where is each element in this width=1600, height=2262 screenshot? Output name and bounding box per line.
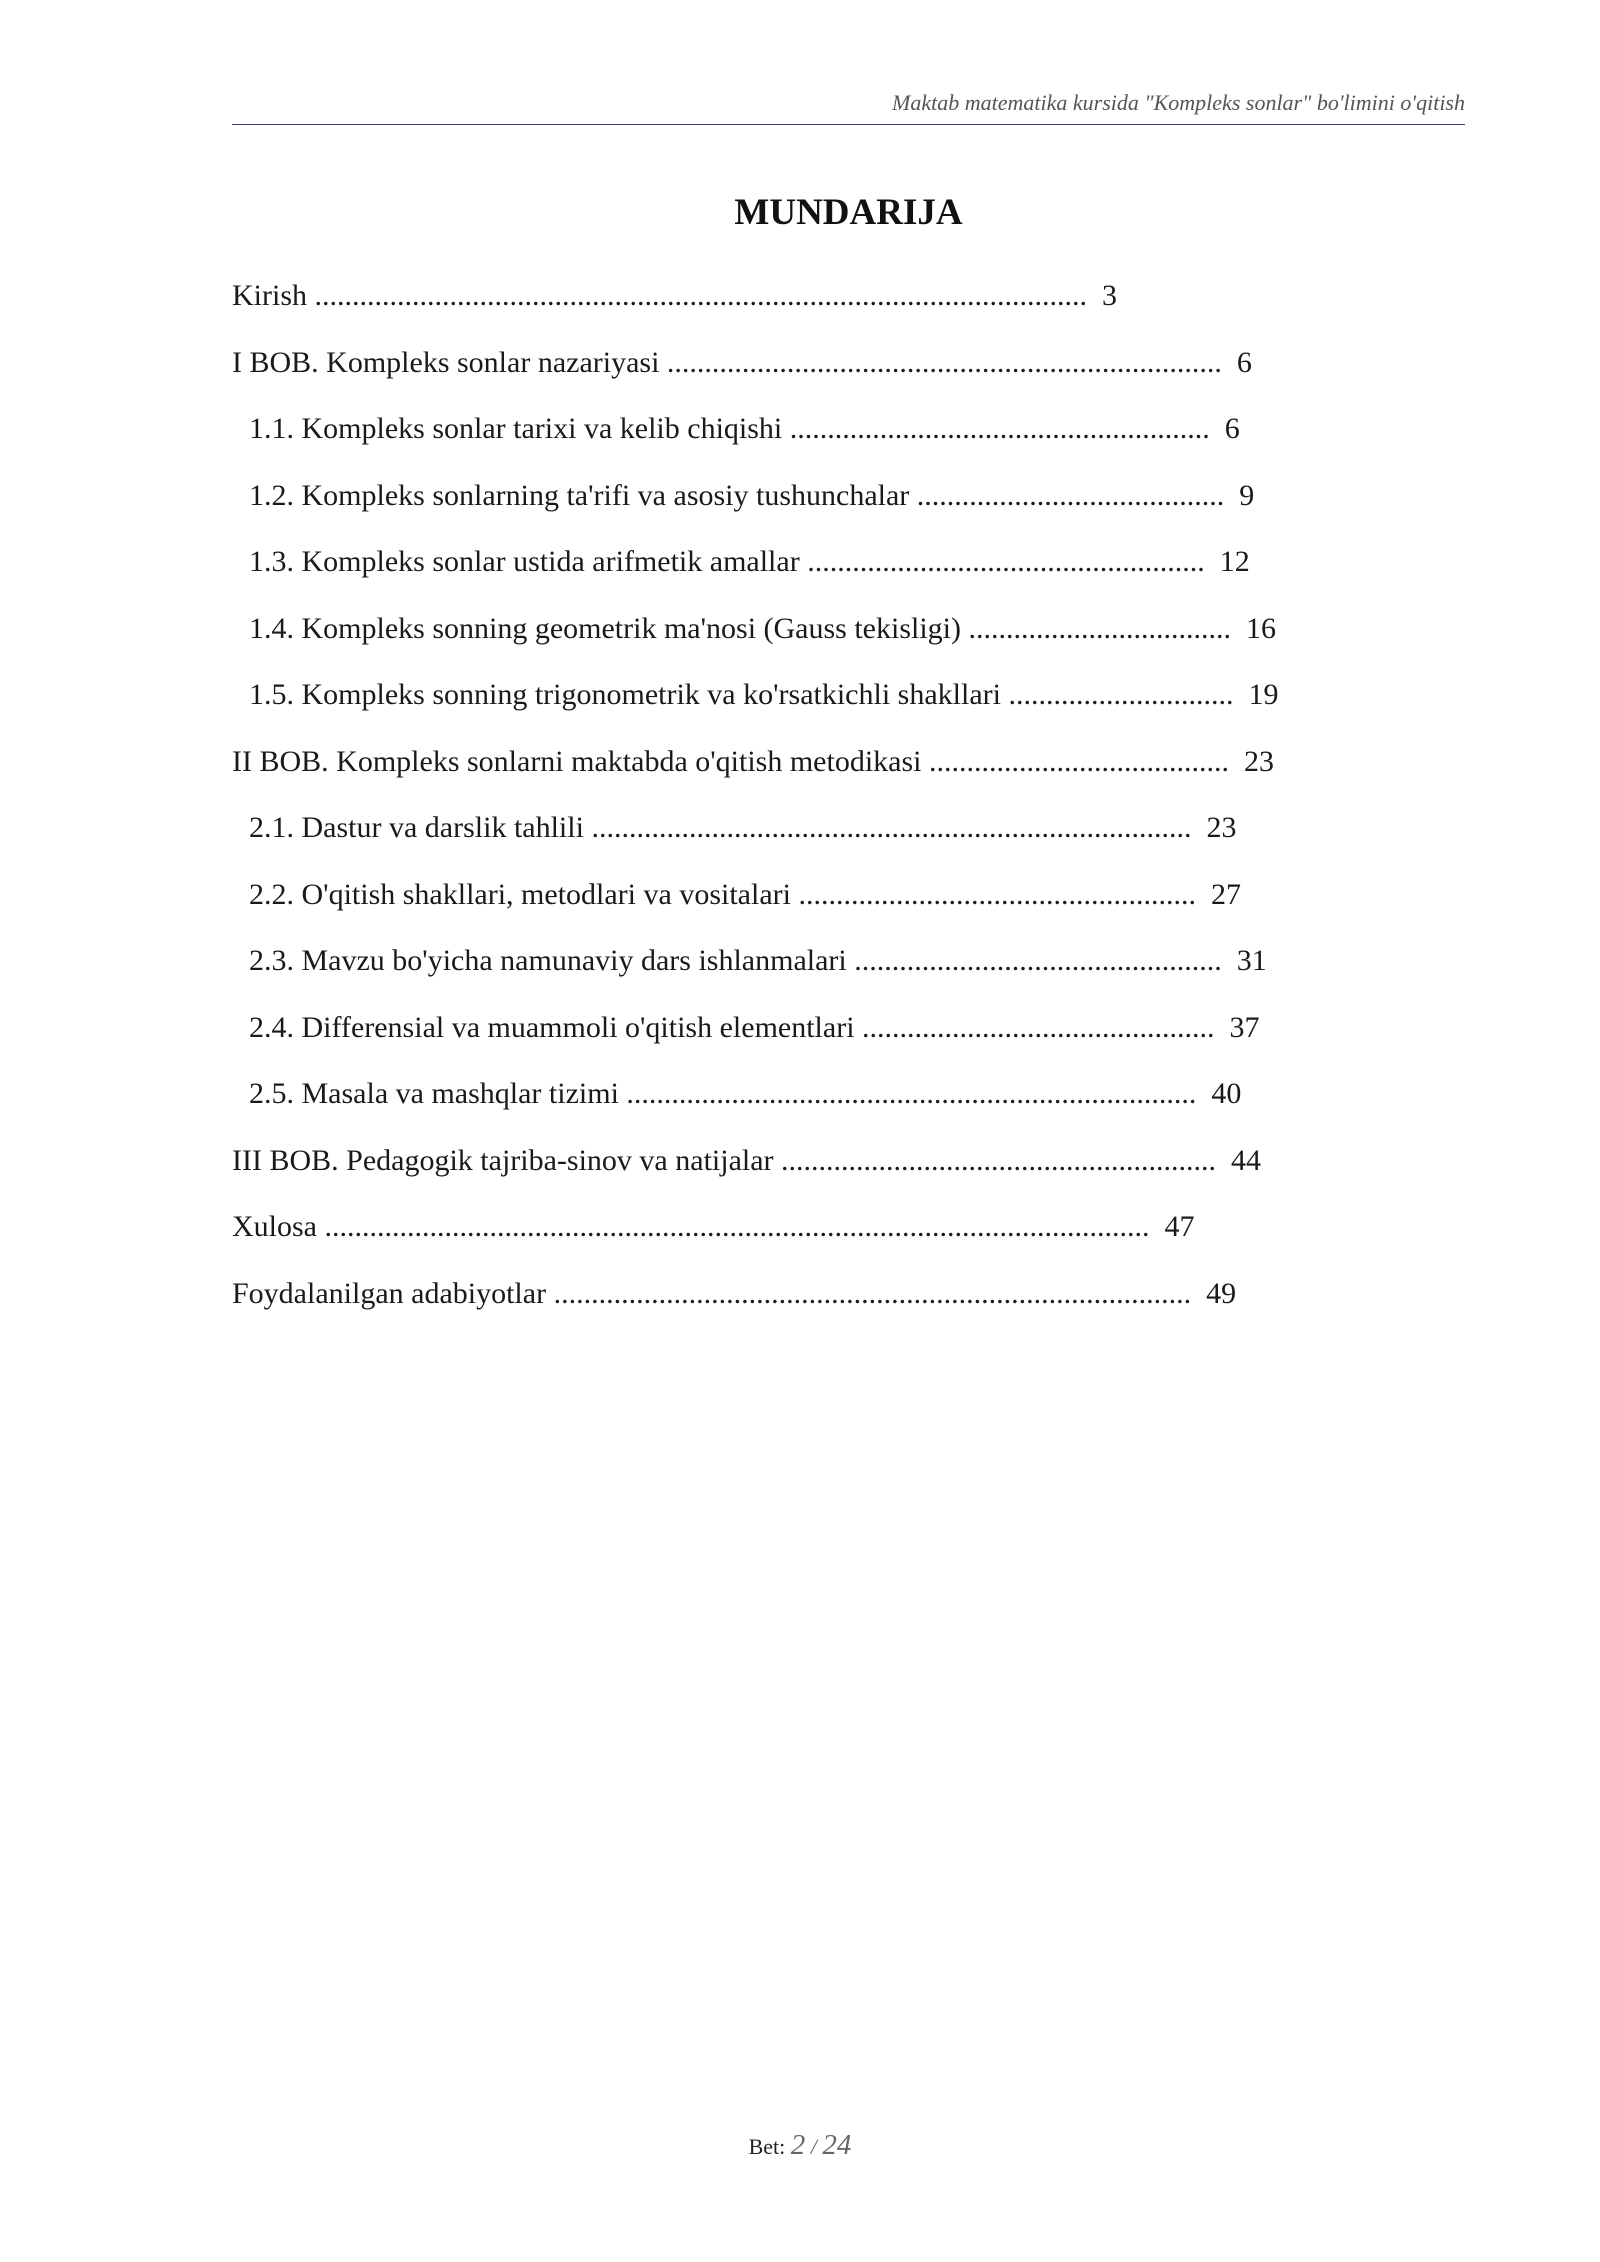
toc-entry-page-number: 23 <box>1244 744 1274 778</box>
toc-entry <box>232 941 1278 1008</box>
toc-entry-label: I BOB. Kompleks sonlar nazariyasi <box>232 345 660 379</box>
toc-entry-label: 1.2. Kompleks sonlarning ta'rifi va asosiy tushunchalar <box>249 478 910 512</box>
footer-label: Bet: <box>748 2134 786 2159</box>
toc-dot-leader: ..................................................... <box>799 545 1205 578</box>
toc-dot-leader: .............................. <box>1000 678 1234 711</box>
toc-dot-leader: ................................................. <box>846 944 1222 977</box>
toc-dot-leader: ........................................................ <box>782 412 1210 445</box>
toc-entry <box>232 409 1278 476</box>
toc-entry-label: 1.1. Kompleks sonlar tarixi va kelib chiqishi <box>249 412 783 445</box>
toc-entry-label: 2.1. Dastur va darslik tahlili <box>249 811 584 844</box>
table-of-contents <box>232 276 1278 1340</box>
toc-entry <box>232 542 1278 609</box>
header-divider <box>232 124 1465 125</box>
footer-separator: / <box>810 2134 817 2159</box>
toc-entry-label: 2.5. Masala va mashqlar tizimi <box>249 1077 619 1110</box>
toc-entry-page-number: 6 <box>1224 412 1240 445</box>
toc-dot-leader: ............................................... <box>854 1010 1215 1044</box>
toc-entry-page-number: 47 <box>1164 1210 1195 1243</box>
toc-entry-page-number: 23 <box>1206 811 1237 844</box>
toc-entry-page-number: 31 <box>1236 944 1267 977</box>
toc-entry <box>232 1141 1278 1208</box>
toc-dot-leader: ......................................... <box>909 478 1225 512</box>
toc-entry <box>232 343 1278 410</box>
toc-entry-label: III BOB. Pedagogik tajriba-sinov va natijalar <box>232 1143 774 1177</box>
toc-entry <box>232 1207 1278 1274</box>
toc-entry <box>232 742 1278 809</box>
toc-entry-page-number: 9 <box>1239 478 1255 512</box>
toc-entry-page-number: 27 <box>1210 877 1241 911</box>
toc-entry-page-number: 44 <box>1231 1143 1262 1177</box>
page-title: MUNDARIJA <box>734 192 963 233</box>
toc-entry-page-number: 12 <box>1219 545 1250 578</box>
footer-total-pages: 24 <box>822 2129 852 2161</box>
toc-entry-label: II BOB. Kompleks sonlarni maktabda o'qitish metodikasi <box>232 744 922 778</box>
toc-entry-label: 2.3. Mavzu bo'yicha namunaviy dars ishlanmalari <box>249 944 847 977</box>
toc-entry-page-number: 3 <box>1102 279 1117 312</box>
toc-entry <box>232 875 1278 942</box>
toc-entry <box>232 1074 1278 1141</box>
toc-entry-label: 2.4. Differensial va muammoli o'qitish elementlari <box>249 1010 855 1044</box>
toc-entry-label: 2.2. O'qitish shakllari, metodlari va vositalari <box>249 877 791 911</box>
toc-dot-leader: ..................................................................................... <box>546 1276 1192 1310</box>
toc-entry <box>232 609 1278 676</box>
toc-dot-leader: ....................................................................................................... <box>307 279 1087 312</box>
footer-current-page: 2 <box>790 2129 806 2161</box>
toc-entry-page-number: 40 <box>1211 1077 1242 1110</box>
toc-entry-page-number: 6 <box>1236 345 1252 379</box>
toc-entry-label: 1.4. Kompleks sonning geometrik ma'nosi (Gauss tekisligi) <box>249 611 962 645</box>
toc-dot-leader: ........................................ <box>921 744 1229 778</box>
toc-entry <box>232 476 1278 543</box>
toc-entry-label: Xulosa <box>232 1210 317 1243</box>
toc-dot-leader: .......................................................................... <box>659 345 1222 379</box>
toc-entry <box>232 1274 1278 1341</box>
toc-dot-leader: ..................................................... <box>790 877 1196 911</box>
toc-dot-leader: .............................................................................................................. <box>317 1210 1150 1243</box>
toc-entry-page-number: 16 <box>1246 611 1277 645</box>
toc-dot-leader: .......................................................... <box>773 1143 1217 1177</box>
running-header: Maktab matematika kursida "Kompleks sonlar" bo'limini o'qitish <box>892 90 1465 115</box>
toc-dot-leader: ................................... <box>961 611 1232 645</box>
toc-entry-label: Foydalanilgan adabiyotlar <box>232 1276 547 1310</box>
toc-entry <box>232 808 1278 875</box>
toc-entry-page-number: 19 <box>1248 678 1279 711</box>
toc-entry <box>232 1008 1278 1075</box>
toc-dot-leader: ............................................................................ <box>618 1077 1197 1110</box>
toc-dot-leader: ................................................................................ <box>583 811 1192 844</box>
toc-entry-label: 1.3. Kompleks sonlar ustida arifmetik amallar <box>249 545 800 578</box>
toc-entry-page-number: 49 <box>1206 1276 1237 1310</box>
toc-entry <box>232 276 1278 343</box>
toc-entry-label: Kirish <box>232 279 307 312</box>
page-footer <box>0 2131 1600 2160</box>
toc-entry-page-number: 37 <box>1229 1010 1260 1044</box>
toc-entry-label: 1.5. Kompleks sonning trigonometrik va ko'rsatkichli shakllari <box>249 678 1001 711</box>
toc-entry <box>232 675 1278 742</box>
